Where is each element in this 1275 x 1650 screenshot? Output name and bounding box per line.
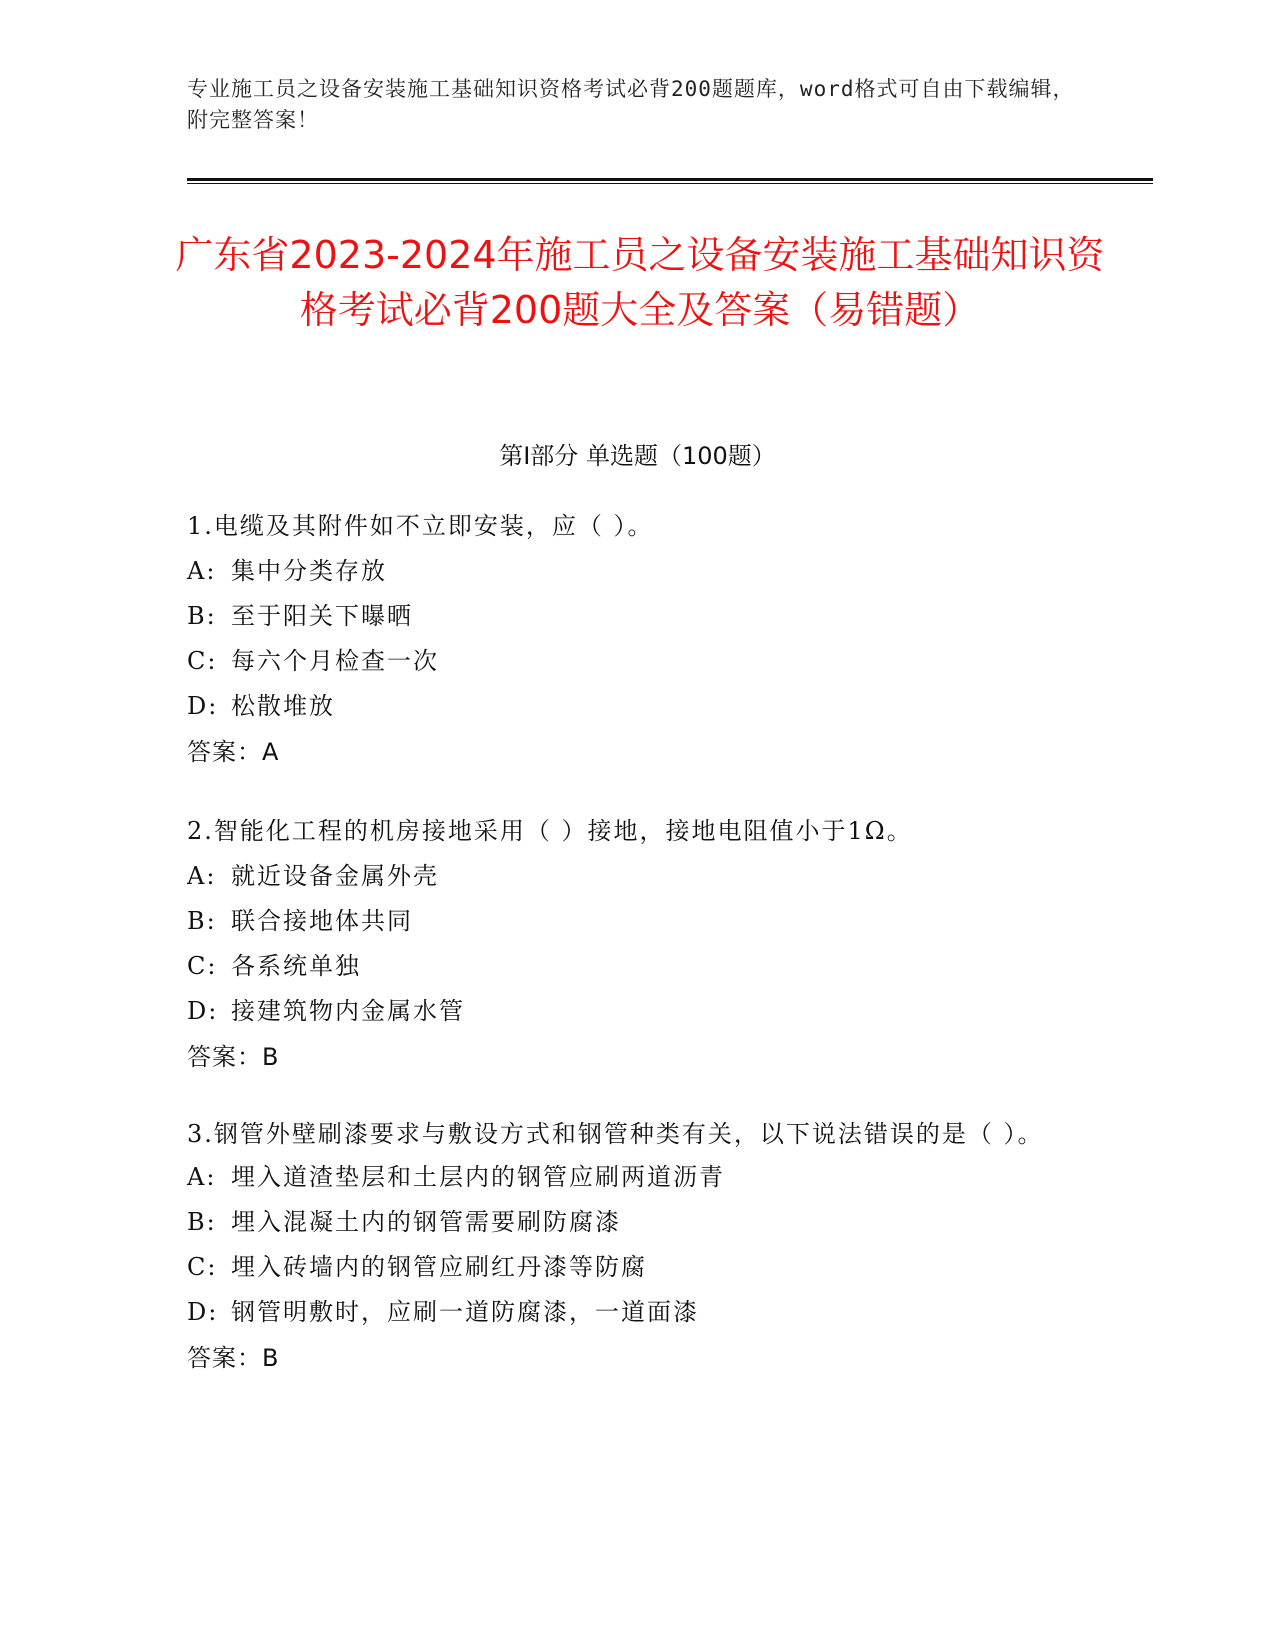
option-text: 集中分类存放 — [231, 557, 387, 585]
option-text: 就近设备金属外壳 — [231, 862, 439, 890]
option-letter: C: — [187, 1253, 218, 1281]
option-c — [187, 944, 1087, 989]
option-letter: B: — [187, 1208, 217, 1236]
answer-line: 答案：B — [187, 1043, 280, 1071]
option-a — [187, 854, 1087, 899]
option-text: 埋入混凝土内的钢管需要刷防腐漆 — [231, 1208, 621, 1236]
option-letter: B: — [187, 907, 217, 935]
option-a — [187, 549, 1087, 594]
question-1 — [187, 503, 1087, 775]
option-letter: D: — [187, 692, 219, 720]
option-d — [187, 989, 1087, 1034]
answer-line: 答案：B — [187, 1344, 280, 1372]
section-heading: 第I部分 单选题（100题） — [499, 442, 776, 470]
option-letter: A: — [187, 1163, 217, 1191]
header-divider-thin — [187, 183, 1153, 184]
option-letter: C: — [187, 952, 218, 980]
answer-line: 答案：A — [187, 738, 280, 766]
option-text: 各系统单独 — [231, 952, 361, 980]
question-stem: 1.电缆及其附件如不立即安装，应（ ）。 — [187, 512, 654, 540]
option-text: 钢管明敷时，应刷一道防腐漆，一道面漆 — [231, 1298, 699, 1326]
option-text: 联合接地体共同 — [231, 907, 413, 935]
option-letter: D: — [187, 997, 219, 1025]
option-text: 至于阳关下曝晒 — [231, 602, 413, 630]
question-2 — [187, 808, 1087, 1080]
option-c — [187, 639, 1087, 684]
option-b — [187, 899, 1087, 944]
option-letter: B: — [187, 602, 217, 630]
option-letter: A: — [187, 862, 217, 890]
option-letter: D: — [187, 1298, 219, 1326]
question-3 — [187, 1113, 1057, 1381]
option-text: 每六个月检查一次 — [231, 647, 439, 675]
document-title: 广东省2023-2024年施工员之设备安装施工基础知识资格考试必背200题大全及答案（易错题） — [175, 233, 1105, 332]
option-d — [187, 1290, 1057, 1335]
option-c — [187, 1245, 1057, 1290]
option-text: 松散堆放 — [231, 692, 335, 720]
option-b — [187, 1200, 1057, 1245]
option-text: 埋入砖墙内的钢管应刷红丹漆等防腐 — [231, 1253, 647, 1281]
option-letter: A: — [187, 557, 217, 585]
option-text: 埋入道渣垫层和土层内的钢管应刷两道沥青 — [231, 1163, 725, 1191]
header-note: 专业施工员之设备安装施工基础知识资格考试必背200题题库，word格式可自由下载编辑，附完整答案！ — [187, 77, 1075, 132]
header-divider-thick — [187, 178, 1153, 181]
question-stem: 2.智能化工程的机房接地采用（ ）接地，接地电阻值小于1Ω。 — [187, 817, 913, 845]
option-b — [187, 594, 1087, 639]
question-stem: 3.钢管外壁刷漆要求与敷设方式和钢管种类有关，以下说法错误的是（ ）。 — [187, 1120, 1044, 1148]
option-a — [187, 1155, 1057, 1200]
option-text: 接建筑物内金属水管 — [231, 997, 465, 1025]
option-letter: C: — [187, 647, 218, 675]
option-d — [187, 684, 1087, 729]
